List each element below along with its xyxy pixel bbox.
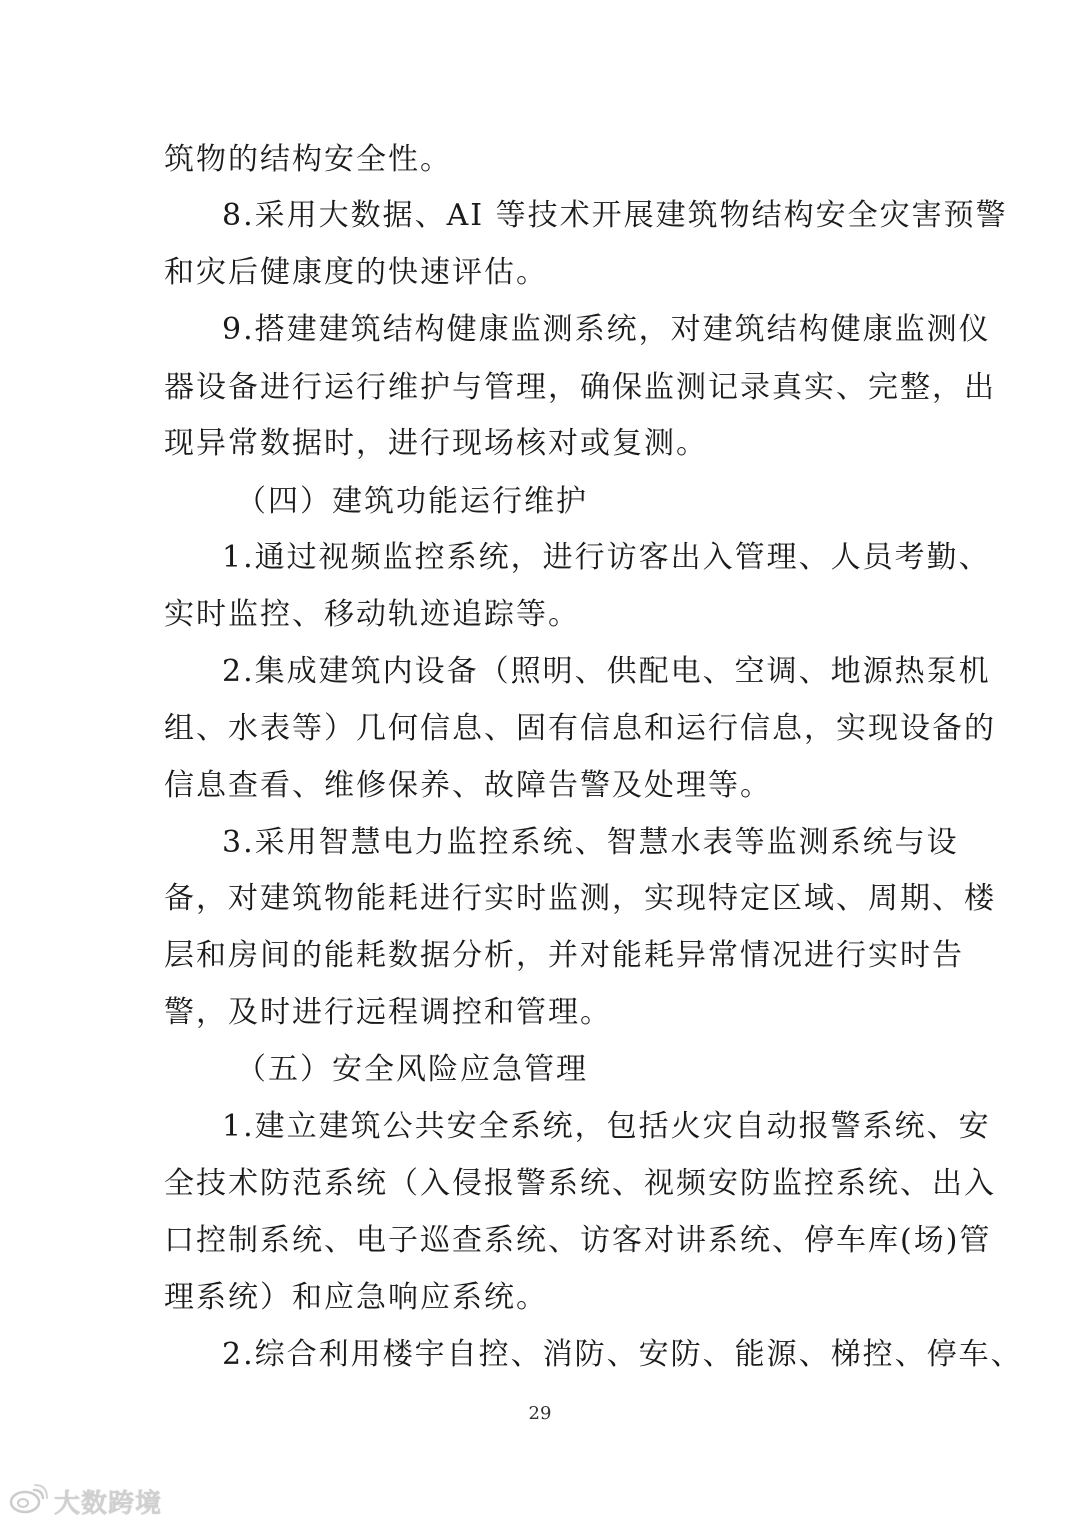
text-line: 器设备进行运行维护与管理，确保监测记录真实、完整，出 [164, 370, 996, 405]
section-heading-5: （五）安全风险应急管理 [236, 1052, 588, 1087]
text-line-item-2: 2.综合利用楼宇自控、消防、安防、能源、梯控、停车、 [222, 1337, 1023, 1372]
text-line: 层和房间的能耗数据分析，并对能耗异常情况进行实时告 [164, 938, 964, 973]
text-line-item-8: 8.采用大数据、AI 等技术开展建筑物结构安全灾害预警 [222, 198, 1008, 233]
text-line: 理系统）和应急响应系统。 [164, 1280, 548, 1315]
text-line: 现异常数据时，进行现场核对或复测。 [164, 426, 708, 461]
text-line: 组、水表等）几何信息、固有信息和运行信息，实现设备的 [164, 711, 996, 746]
section-heading-4: （四）建筑功能运行维护 [236, 484, 588, 519]
text-line-item-1: 1.通过视频监控系统，进行访客出入管理、人员考勤、 [222, 540, 991, 575]
text-line-item-2: 2.集成建筑内设备（照明、供配电、空调、地源热泵机 [222, 654, 991, 689]
text-line: 信息查看、维修保养、故障告警及处理等。 [164, 768, 772, 803]
text-line: 实时监控、移动轨迹追踪等。 [164, 597, 580, 632]
text-line: 备，对建筑物能耗进行实时监测，实现特定区域、周期、楼 [164, 881, 996, 916]
text-line: 警，及时进行远程调控和管理。 [164, 995, 612, 1030]
text-line: 口控制系统、电子巡查系统、访客对讲系统、停车库(场)管 [164, 1223, 992, 1258]
text-line-item-3: 3.采用智慧电力监控系统、智慧水表等监测系统与设 [222, 825, 959, 860]
text-line: 筑物的结构安全性。 [164, 142, 452, 177]
page-number: 29 [528, 1403, 552, 1424]
text-line-item-9: 9.搭建建筑结构健康监测系统，对建筑结构健康监测仪 [222, 312, 991, 347]
text-line: 和灾后健康度的快速评估。 [164, 255, 548, 290]
text-line-item-1: 1.建立建筑公共安全系统，包括火灾自动报警系统、安 [222, 1109, 991, 1144]
watermark [8, 1483, 162, 1519]
text-line: 全技术防范系统（入侵报警系统、视频安防监控系统、出入 [164, 1166, 996, 1201]
watermark-text: 大数跨境 [54, 1488, 163, 1519]
weibo-logo-icon [8, 1484, 48, 1518]
